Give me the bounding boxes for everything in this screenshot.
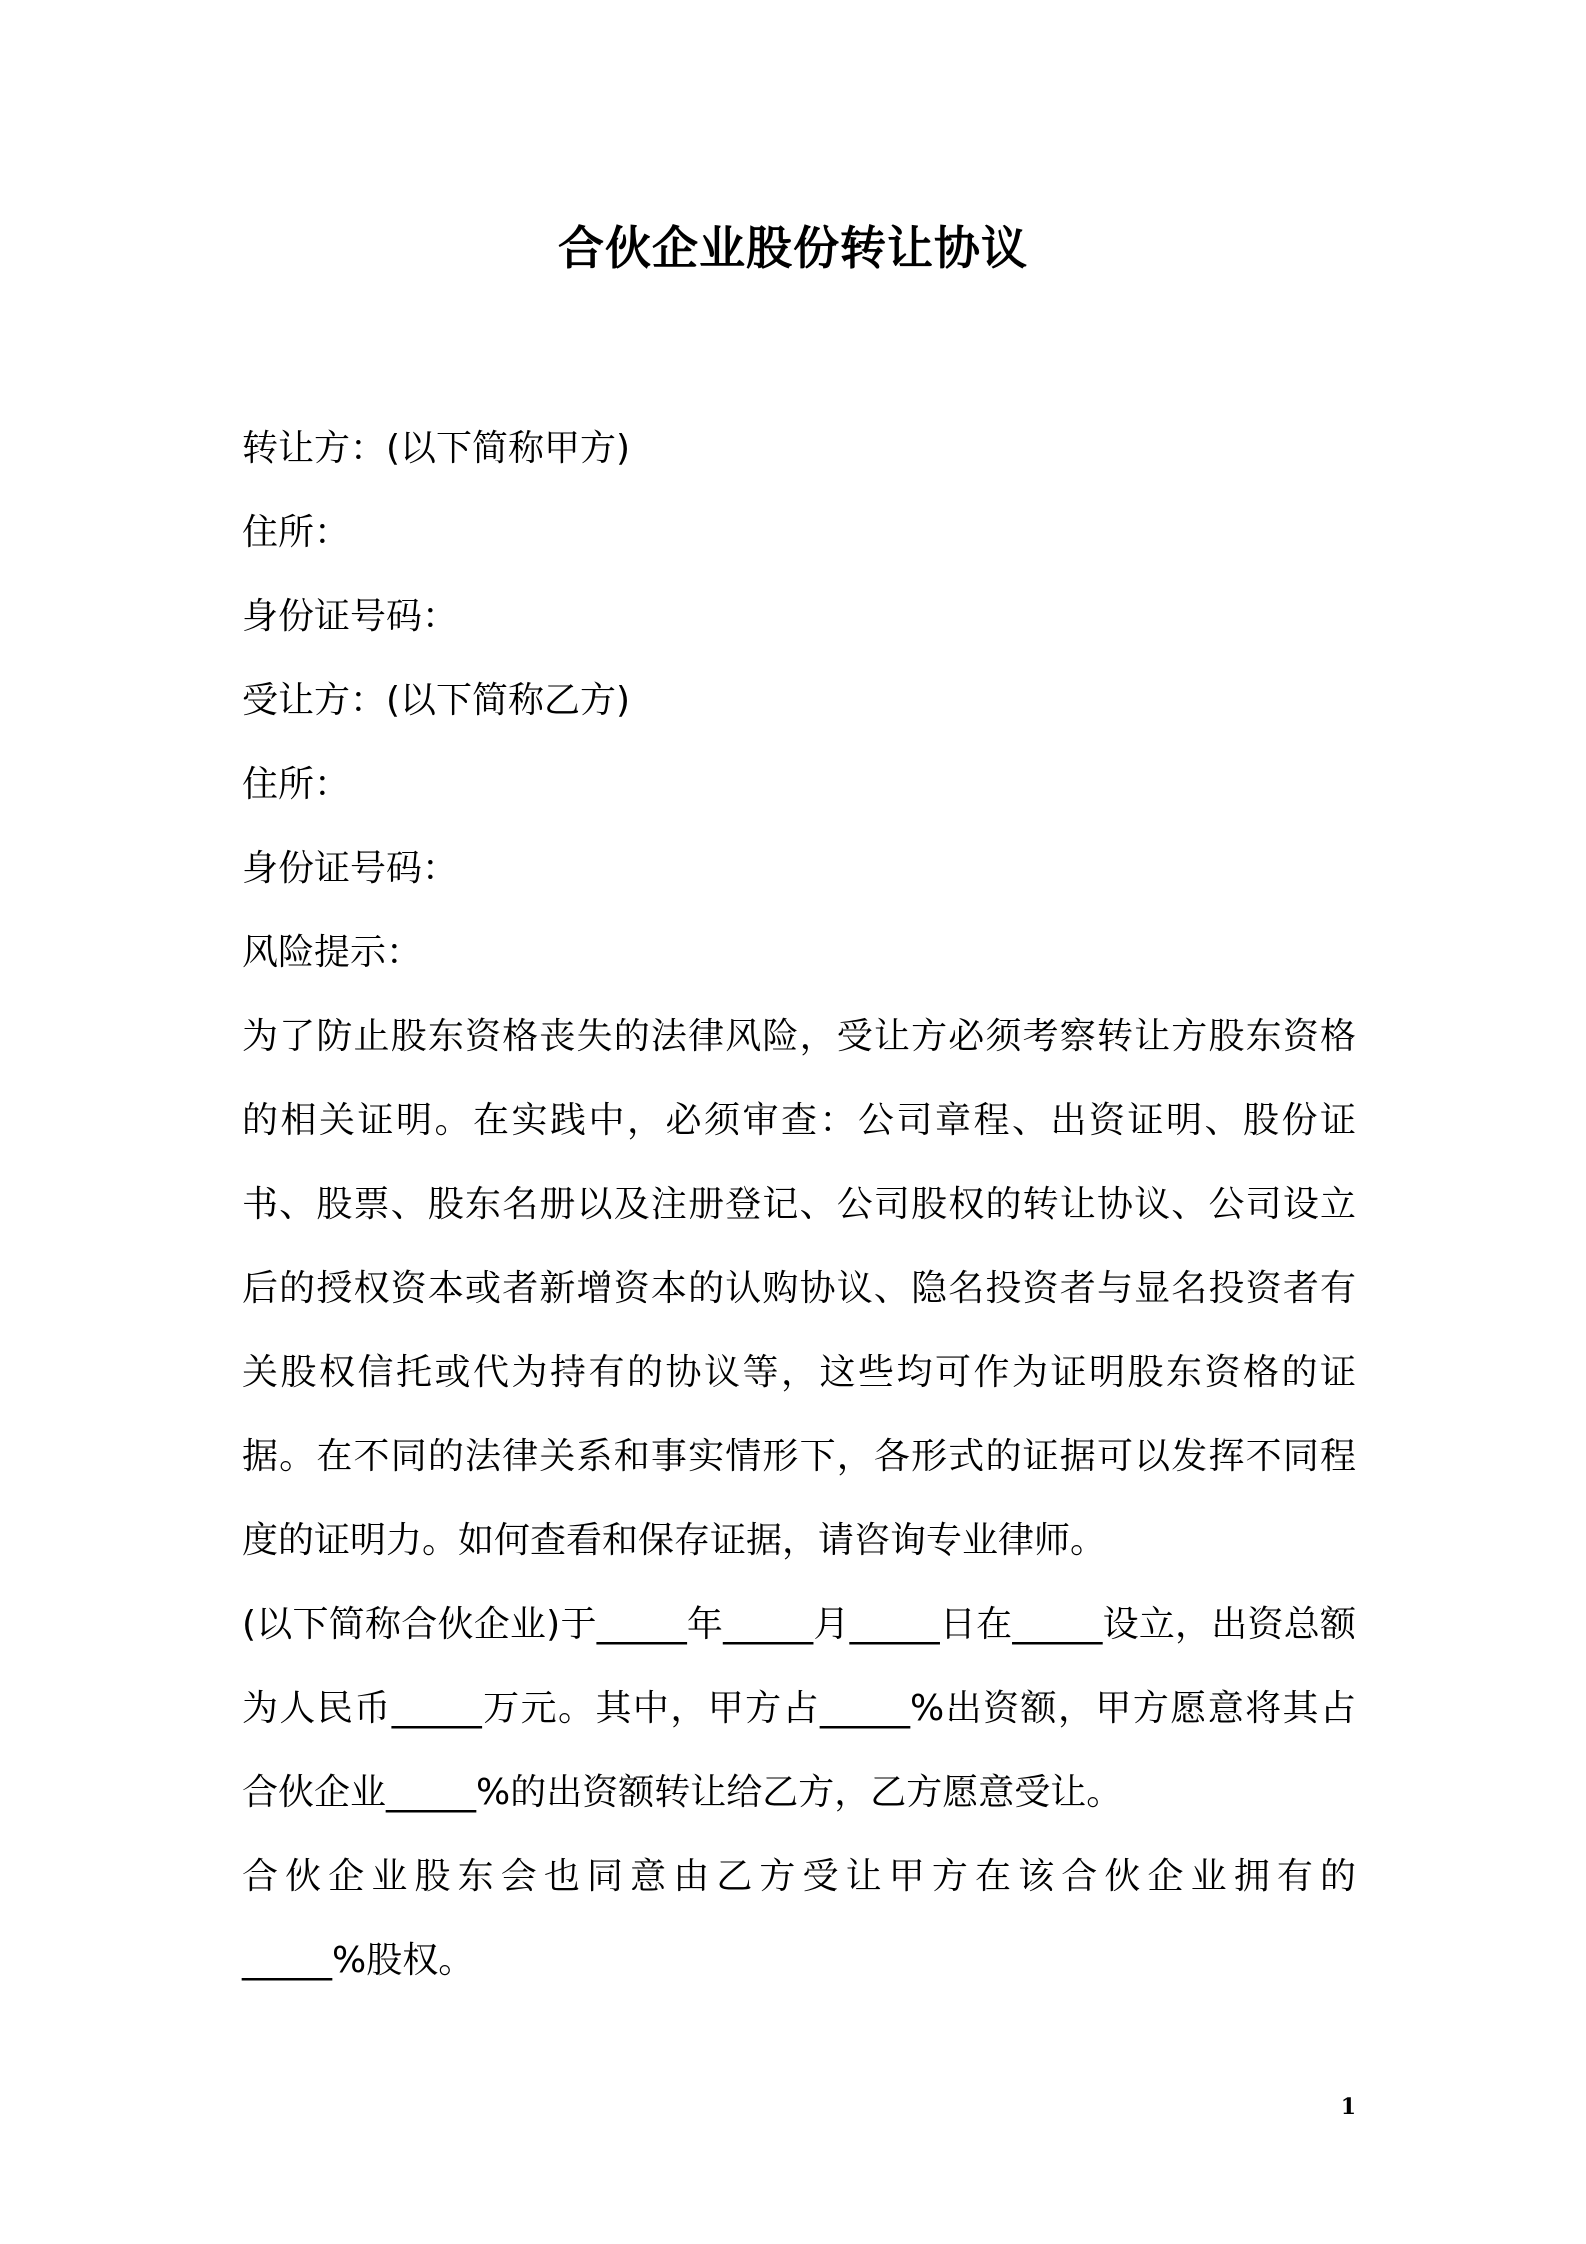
share-percentage-line: _____%股权。 — [242, 1940, 475, 1981]
document-title: 合伙企业股份转让协议 — [558, 221, 1028, 275]
clause-paragraph: (以下简称合伙企业)于_____年_____月_____日在_____设立，出资总额为人民币_____万元。其中，甲方占_____%出资额，甲方愿意将其占合伙企业_____%的出资额转让给乙方，乙方愿意受让。 — [242, 1604, 1356, 1813]
transferee-address-line: 住所： — [242, 764, 351, 805]
transferor-line: 转让方：(以下简称甲方) — [242, 428, 631, 469]
page-number: 1 — [1340, 2094, 1356, 2120]
transferor-address-line: 住所： — [242, 512, 351, 553]
transferee-id-line: 身份证号码： — [242, 848, 459, 889]
transferor-id-line: 身份证号码： — [242, 596, 459, 637]
risk-paragraph: 为了防止股东资格丧失的法律风险，受让方必须考察转让方股东资格的相关证明。在实践中，必须审查：公司章程、出资证明、股份证书、股票、股东名册以及注册登记、公司股权的转让协议、公司设立后的授权资本或者新增资本的认购协议、隐名投资者与显名投资者有关股权信托或代为持有的协议等，这些均可作为证明股东资格的证据。在不同的法律关系和事实情形下，各形式的证据可以发挥不同程度的证明力。如何查看和保存证据，请咨询专业律师。 — [242, 1016, 1356, 1561]
shareholder-consent-line: 合伙企业股东会也同意由乙方受让甲方在该合伙企业拥有的 — [242, 1856, 1356, 1897]
document-body — [242, 407, 1356, 2003]
transferee-line: 受让方：(以下简称乙方) — [242, 680, 631, 721]
risk-label: 风险提示： — [242, 932, 423, 973]
